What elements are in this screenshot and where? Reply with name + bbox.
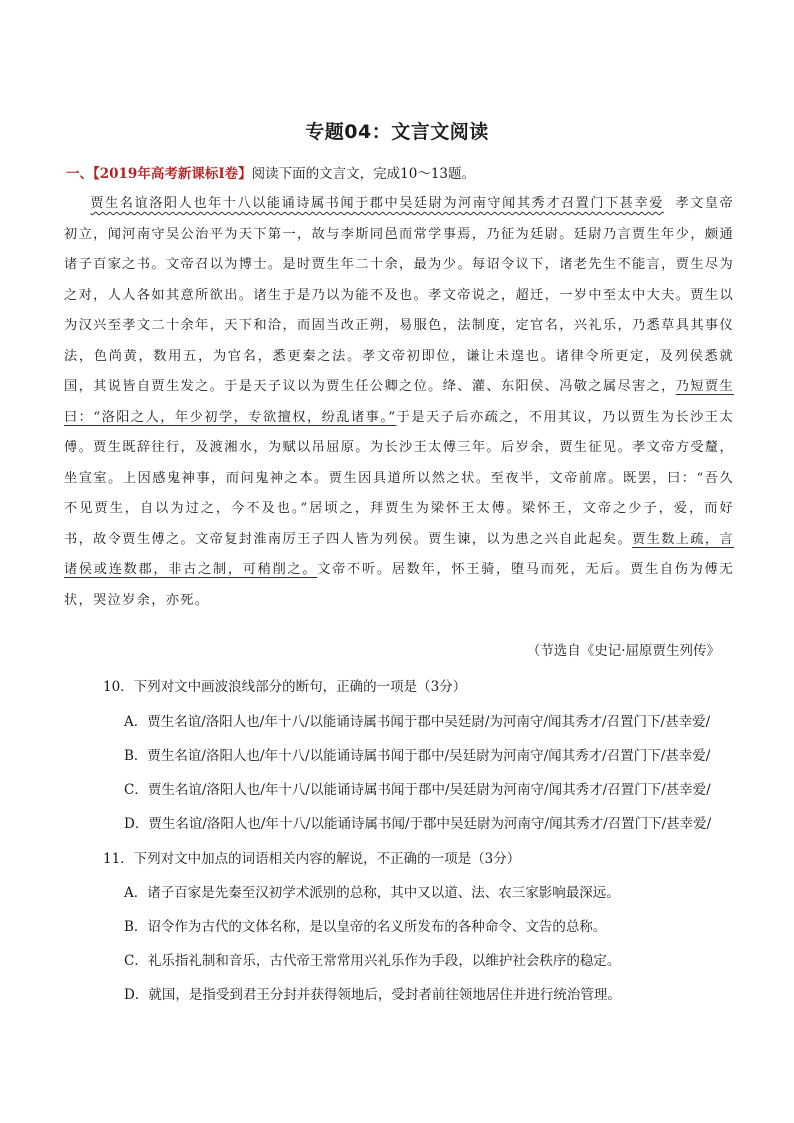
passage-text: 文帝不听。居数年，怀王骑，堕马而死，无后。贾生自伤为傅无状，哭泣岁余，亦死。 [64,562,734,608]
section-instruction: 阅读下面的文言文，完成10～13题。 [251,166,475,182]
passage-text: 孝文皇帝初立，闻河南守吴公治平为天下第一，故与李斯同邑而常学事焉，乃征为廷尉。廷尉乃言贾生年少，颇通诸子百家之书。文帝召以为博士。是时贾生年二十余，最为少。每诏令议下，诸老先生不能言，贾生尽为之对，人人各如其意所欲出。诸生于是乃以为能不及也。孝文帝说之，超迁，一岁中至太中大夫。贾生以为汉兴至孝文二十余年，天下和洽，而固当改正朔，易服色，法制度，定官名，兴礼乐，乃悉草具其事仪法，色尚黄，数用五，为官名，悉更秦之法。孝文帝初即位，谦让未遑也。诸律令所更定，及列侯悉就国，其说皆自贾生发之。于是天子议以为贾生任公卿之位。绛、灌、东阳侯、冯敬之属尽害之， [64,196,734,394]
question-10-stem: 10．下列对文中画波浪线部分的断句，正确的一项是（3分） [103,679,467,695]
question-10-option-c: C．贾生名谊/洛阳人也/年十八/以能诵诗属书闻于郡中/吴廷尉为河南守/闻其秀才/召置门下/甚幸爱/ [124,782,711,798]
question-10-option-a: A．贾生名谊/洛阳人也/年十八/以能诵诗属书闻于郡中吴廷尉/为河南守/闻其秀才/召置门下/甚幸爱/ [124,714,711,730]
question-11-option-c: C．礼乐指礼制和音乐，古代帝王常常用兴礼乐作为手段，以维护社会秩序的稳定。 [124,953,621,969]
question-11-stem: 11．下列对文中加点的词语相关内容的解说，不正确的一项是（3分） [103,851,521,867]
question-11-option-d: D．就国，是指受到君王分封并获得领地后，受封者前往领地居住并进行统治管理。 [124,987,621,1003]
underlined-sentence-2: 贾生数上疏，言诸侯或连数郡，非古之制，可稍削之。 [64,531,734,577]
passage-source: （节选自《史记·屈原贾生列传》 [526,643,720,659]
question-10-option-b: B．贾生名谊/洛阳人也/年十八/以能诵诗属书闻于郡中/吴廷尉为河南守/闻其秀才/召置门下/甚幸爱/ [124,748,711,764]
question-11-option-b: B．诏令作为古代的文体名称，是以皇帝的名义所发布的各种命令、文告的总称。 [124,919,607,935]
section-heading [66,162,475,182]
wavy-underlined-text: 贾生名谊洛阳人也年十八以能诵诗属书闻于郡中吴廷尉为河南守闻其秀才召置门下甚幸爱 [90,196,664,211]
exam-source-tag: 【2019年高考新课标Ⅰ卷】 [93,166,252,182]
page-title: 专题04：文言文阅读 [305,121,489,143]
section-number: 一、 [66,166,93,182]
underlined-sentence-1: 乃短贾生曰：“洛阳之人，年少初学，专欲擅权，纷乱诸事。” [64,379,734,425]
passage-text: 于是天子后亦疏之，不用其议，乃以贾生为长沙王太傅。贾生既辞往行，及渡湘水，为赋以吊屈原。为长沙王太傅三年。后岁余，贾生征见。孝文帝方受釐，坐宣室。上因感鬼神事，而问鬼神之本。贾生因具道所以然之状。至夜半，文帝前席。既罢，曰：“吾久不见贾生，自以为过之，今不及也。”居顷之，拜贾生为梁怀王太傅。梁怀王，文帝之少子，爱，而好书，故令贾生傅之。文帝复封淮南厉王子四人皆为列侯。贾生谏，以为患之兴自此起矣。 [64,409,734,547]
passage-paragraph [64,189,734,616]
classical-passage [64,189,734,616]
question-10-option-d: D．贾生名谊/洛阳人也/年十八/以能诵诗属书闻/于郡中吴廷尉为河南守/闻其秀才/召置门下/甚幸爱/ [124,816,712,832]
question-11-option-a: A．诸子百家是先秦至汉初学术派别的总称，其中又以道、法、农三家影响最深远。 [124,885,620,901]
